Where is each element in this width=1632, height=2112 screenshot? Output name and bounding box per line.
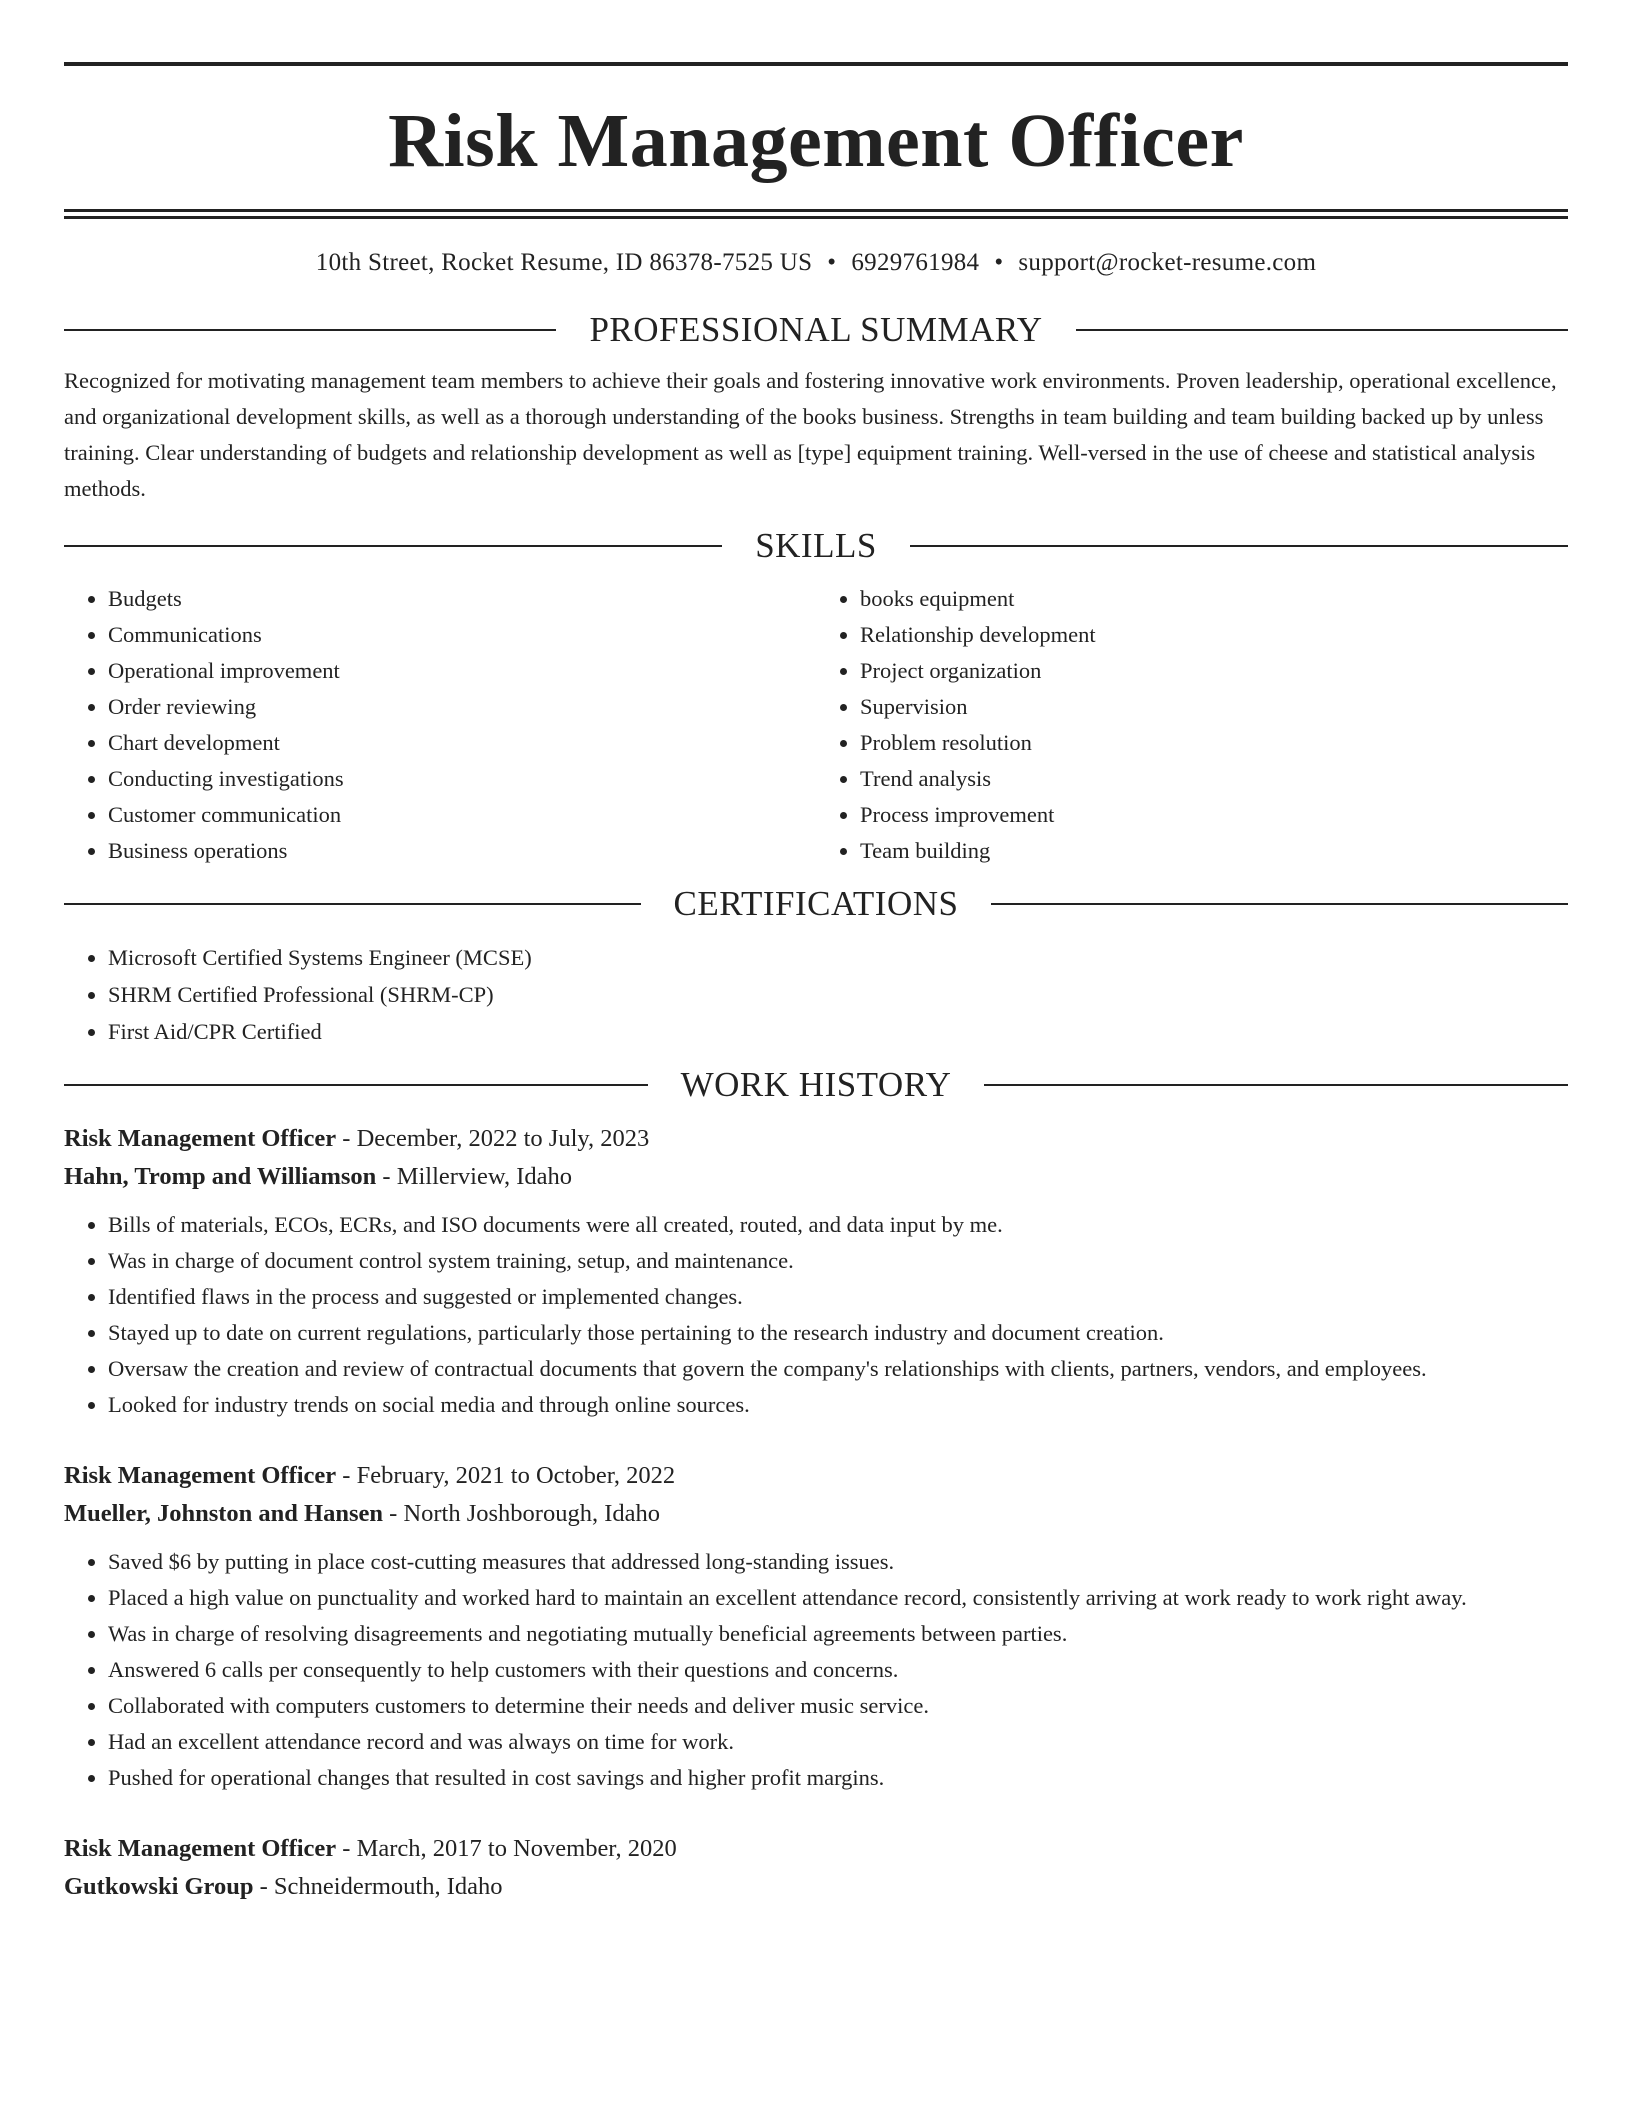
job-company: Mueller, Johnston and Hansen bbox=[64, 1500, 384, 1527]
heading-rule-right bbox=[910, 545, 1568, 547]
contact-separator: • bbox=[827, 249, 837, 276]
skill-item: • books equipment bbox=[860, 581, 1568, 617]
summary-text: Recognized for motivating management team members to achieve their goals and fostering innovative work environments. Proven leadership, operational excellence, and organizational development skills, as well as a thorough understanding of the books business. Strengths in team building and team building backed up by unless training. Clear understanding of budgets and relationship development as well as [type] equipment training. Well-versed in the use of cheese and statistical analysis methods. bbox=[64, 368, 1557, 501]
heading-rule-right bbox=[1076, 329, 1568, 331]
skills-list bbox=[64, 581, 1568, 869]
certifications-heading-text: CERTIFICATIONS bbox=[673, 884, 959, 923]
job-bullet: • Placed a high value on punctuality and worked hard to maintain an excellent attendance record, consistently arriving at work ready to work right away. bbox=[108, 1580, 1568, 1616]
job-title-line bbox=[64, 1120, 1568, 1158]
job-bullet: • Looked for industry trends on social media and through online sources. bbox=[108, 1387, 1568, 1423]
job-title: Risk Management Officer bbox=[64, 1835, 337, 1862]
job-bullet: • Answered 6 calls per consequently to help customers with their questions and concerns. bbox=[108, 1652, 1568, 1688]
job-bullet: • Was in charge of document control system training, setup, and maintenance. bbox=[108, 1243, 1568, 1279]
certification-item: • SHRM Certified Professional (SHRM-CP) bbox=[108, 976, 1568, 1013]
job-dates: - December, 2022 to July, 2023 bbox=[336, 1125, 650, 1152]
job-title: Risk Management Officer bbox=[64, 1125, 337, 1152]
skill-item: • Process improvement bbox=[860, 797, 1568, 833]
job-entry bbox=[64, 1830, 1568, 1906]
summary-heading-text: PROFESSIONAL SUMMARY bbox=[589, 310, 1043, 349]
resume-page bbox=[64, 0, 1568, 1906]
skill-item: • Team building bbox=[860, 833, 1568, 869]
contact-phone: 6929761984 bbox=[851, 249, 980, 276]
job-location: - Schneidermouth, Idaho bbox=[253, 1873, 503, 1900]
job-bullet: • Was in charge of resolving disagreements and negotiating mutually beneficial agreements between parties. bbox=[108, 1616, 1568, 1652]
job-bullet: • Collaborated with computers customers to determine their needs and deliver music service. bbox=[108, 1688, 1568, 1724]
job-title-line bbox=[64, 1457, 1568, 1495]
job-location: - Millerview, Idaho bbox=[376, 1163, 572, 1190]
skills-heading bbox=[64, 525, 1568, 567]
skill-item: • Project organization bbox=[860, 653, 1568, 689]
job-bullets bbox=[64, 1207, 1568, 1423]
header-top-rule bbox=[64, 62, 1568, 66]
job-bullet: • Oversaw the creation and review of contractual documents that govern the company's relationships with clients, partners, vendors, and employees. bbox=[108, 1351, 1568, 1387]
job-bullet: • Saved $6 by putting in place cost-cutting measures that addressed long-standing issues. bbox=[108, 1544, 1568, 1580]
certification-item: • Microsoft Certified Systems Engineer (MCSE) bbox=[108, 939, 1568, 976]
contact-separator: • bbox=[994, 249, 1004, 276]
job-bullet: • Had an excellent attendance record and was always on time for work. bbox=[108, 1724, 1568, 1760]
skill-item: • Operational improvement bbox=[108, 653, 816, 689]
skill-item: • Supervision bbox=[860, 689, 1568, 725]
heading-rule-left bbox=[64, 329, 556, 331]
skill-item: • Problem resolution bbox=[860, 725, 1568, 761]
job-bullets bbox=[64, 1544, 1568, 1796]
job-dates: - February, 2021 to October, 2022 bbox=[336, 1462, 676, 1489]
skill-item: • Chart development bbox=[108, 725, 816, 761]
job-location: - North Joshborough, Idaho bbox=[383, 1500, 660, 1527]
heading-rule-left bbox=[64, 903, 641, 905]
summary-heading bbox=[64, 309, 1568, 351]
contact-address: 10th Street, Rocket Resume, ID 86378-7525 US bbox=[315, 249, 813, 276]
job-dates: - March, 2017 to November, 2020 bbox=[336, 1835, 677, 1862]
job-company-line bbox=[64, 1868, 1568, 1906]
work-history-heading-text: WORK HISTORY bbox=[680, 1065, 952, 1104]
job-entry bbox=[64, 1457, 1568, 1796]
header-double-rule bbox=[64, 209, 1568, 219]
skill-item: • Customer communication bbox=[108, 797, 816, 833]
resume-title: Risk Management Officer bbox=[388, 99, 1244, 183]
heading-rule-right bbox=[984, 1084, 1568, 1086]
skill-item: • Order reviewing bbox=[108, 689, 816, 725]
job-bullet: • Pushed for operational changes that resulted in cost savings and higher profit margins. bbox=[108, 1760, 1568, 1796]
job-bullet: • Stayed up to date on current regulations, particularly those pertaining to the research industry and document creation. bbox=[108, 1315, 1568, 1351]
skills-column-right bbox=[816, 581, 1568, 869]
skill-item: • Conducting investigations bbox=[108, 761, 816, 797]
certifications-list bbox=[64, 939, 1568, 1050]
skill-item: • Trend analysis bbox=[860, 761, 1568, 797]
job-title-line bbox=[64, 1830, 1568, 1868]
job-company-line bbox=[64, 1495, 1568, 1533]
contact-line bbox=[64, 249, 1568, 309]
job-company: Hahn, Tromp and Williamson bbox=[64, 1163, 377, 1190]
job-company: Gutkowski Group bbox=[64, 1873, 254, 1900]
job-bullet: • Identified flaws in the process and suggested or implemented changes. bbox=[108, 1279, 1568, 1315]
heading-rule-left bbox=[64, 1084, 648, 1086]
heading-rule-left bbox=[64, 545, 722, 547]
heading-rule-right bbox=[991, 903, 1568, 905]
job-company-line bbox=[64, 1158, 1568, 1196]
contact-email: support@rocket-resume.com bbox=[1018, 249, 1317, 276]
job-title: Risk Management Officer bbox=[64, 1462, 337, 1489]
certification-item: • First Aid/CPR Certified bbox=[108, 1013, 1568, 1050]
skill-item: • Budgets bbox=[108, 581, 816, 617]
certifications-heading bbox=[64, 883, 1568, 925]
job-bullet: • Bills of materials, ECOs, ECRs, and ISO documents were all created, routed, and data input by me. bbox=[108, 1207, 1568, 1243]
skill-item: • Relationship development bbox=[860, 617, 1568, 653]
job-entry bbox=[64, 1120, 1568, 1423]
skill-item: • Business operations bbox=[108, 833, 816, 869]
work-history-heading bbox=[64, 1064, 1568, 1106]
skill-item: • Communications bbox=[108, 617, 816, 653]
skills-column-left bbox=[64, 581, 816, 869]
skills-heading-text: SKILLS bbox=[755, 526, 877, 565]
